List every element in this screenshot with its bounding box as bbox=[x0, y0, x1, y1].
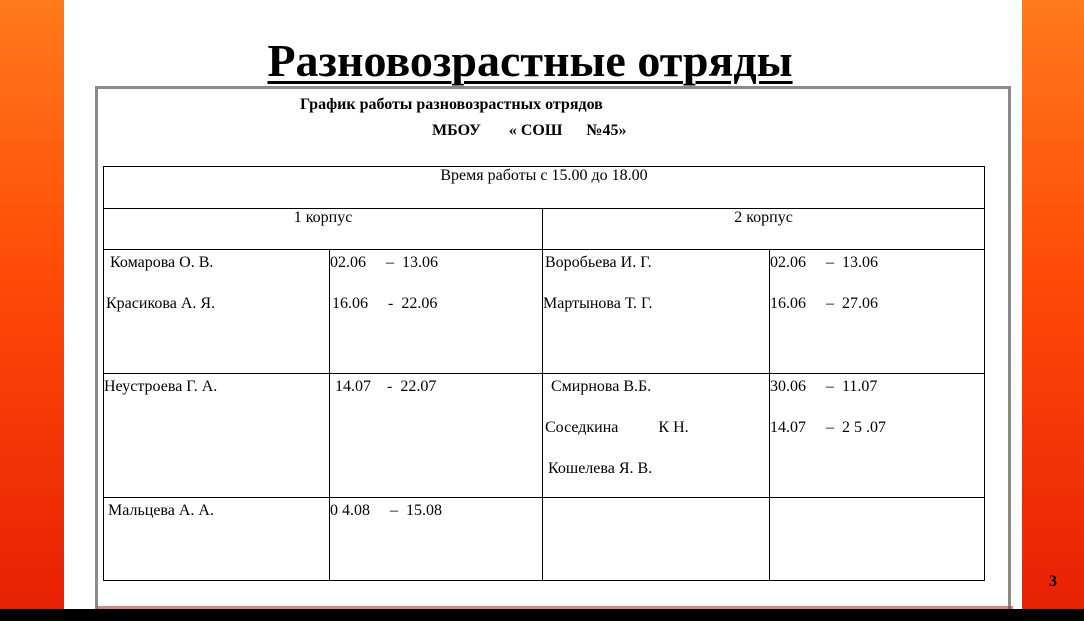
right-decorative-bar bbox=[1022, 0, 1084, 610]
corps-2-header: 2 корпус bbox=[543, 209, 985, 250]
corps-2-names-cell bbox=[543, 374, 770, 498]
leader-name: Воробьева И. Г. bbox=[545, 254, 652, 271]
document-subheading: МБОУ « СОШ №45» bbox=[432, 122, 627, 139]
corps-1-dates-cell bbox=[330, 498, 543, 581]
table-row bbox=[104, 498, 985, 581]
leader-name: Мальцева А. А. bbox=[108, 502, 214, 519]
date-range: 16.06 – 27.06 bbox=[770, 295, 878, 312]
slide-title: Разновозрастные отряды bbox=[267, 35, 793, 86]
left-decorative-bar bbox=[0, 0, 64, 610]
bottom-black-bar bbox=[0, 609, 1084, 621]
corps-1-dates-cell bbox=[330, 374, 543, 498]
corps-1-names-cell bbox=[104, 374, 330, 498]
table-row bbox=[104, 374, 985, 498]
corps-1-header: 1 корпус bbox=[104, 209, 543, 250]
leader-name: Соседкина К Н. bbox=[545, 419, 689, 436]
date-range: 02.06 – 13.06 bbox=[770, 254, 878, 271]
date-range: 16.06 - 22.06 bbox=[332, 295, 438, 312]
leader-name: Комарова О. В. bbox=[110, 254, 214, 271]
corps-2-dates-cell bbox=[770, 374, 985, 498]
corps-1-dates-cell bbox=[330, 250, 543, 374]
date-range: 14.07 – 2 5 .07 bbox=[770, 419, 886, 436]
table-row bbox=[104, 250, 985, 374]
date-range: 02.06 – 13.06 bbox=[330, 254, 438, 271]
table-row bbox=[104, 167, 985, 209]
leader-name: Красикова А. Я. bbox=[106, 295, 216, 312]
document-heading: График работы разновозрастных отрядов bbox=[300, 96, 603, 113]
date-range: 30.06 – 11.07 bbox=[770, 378, 878, 395]
leader-name: Смирнова В.Б. bbox=[551, 378, 652, 395]
date-range: 14.07 - 22.07 bbox=[335, 378, 437, 395]
corps-2-names-cell bbox=[543, 250, 770, 374]
page-number: 3 bbox=[1049, 573, 1057, 590]
corps-2-dates-cell bbox=[770, 498, 985, 581]
schedule-table bbox=[103, 166, 985, 581]
leader-name: Неустроева Г. А. bbox=[104, 378, 218, 395]
corps-2-names-cell bbox=[543, 498, 770, 581]
leader-name: Кошелева Я. В. bbox=[548, 460, 653, 477]
working-hours-cell: Время работы с 15.00 до 18.00 bbox=[104, 167, 985, 209]
date-range: 0 4.08 – 15.08 bbox=[330, 502, 442, 519]
table-row bbox=[104, 209, 985, 250]
leader-name: Мартынова Т. Г. bbox=[543, 295, 653, 312]
corps-2-dates-cell bbox=[770, 250, 985, 374]
corps-1-names-cell bbox=[104, 498, 330, 581]
corps-1-names-cell bbox=[104, 250, 330, 374]
